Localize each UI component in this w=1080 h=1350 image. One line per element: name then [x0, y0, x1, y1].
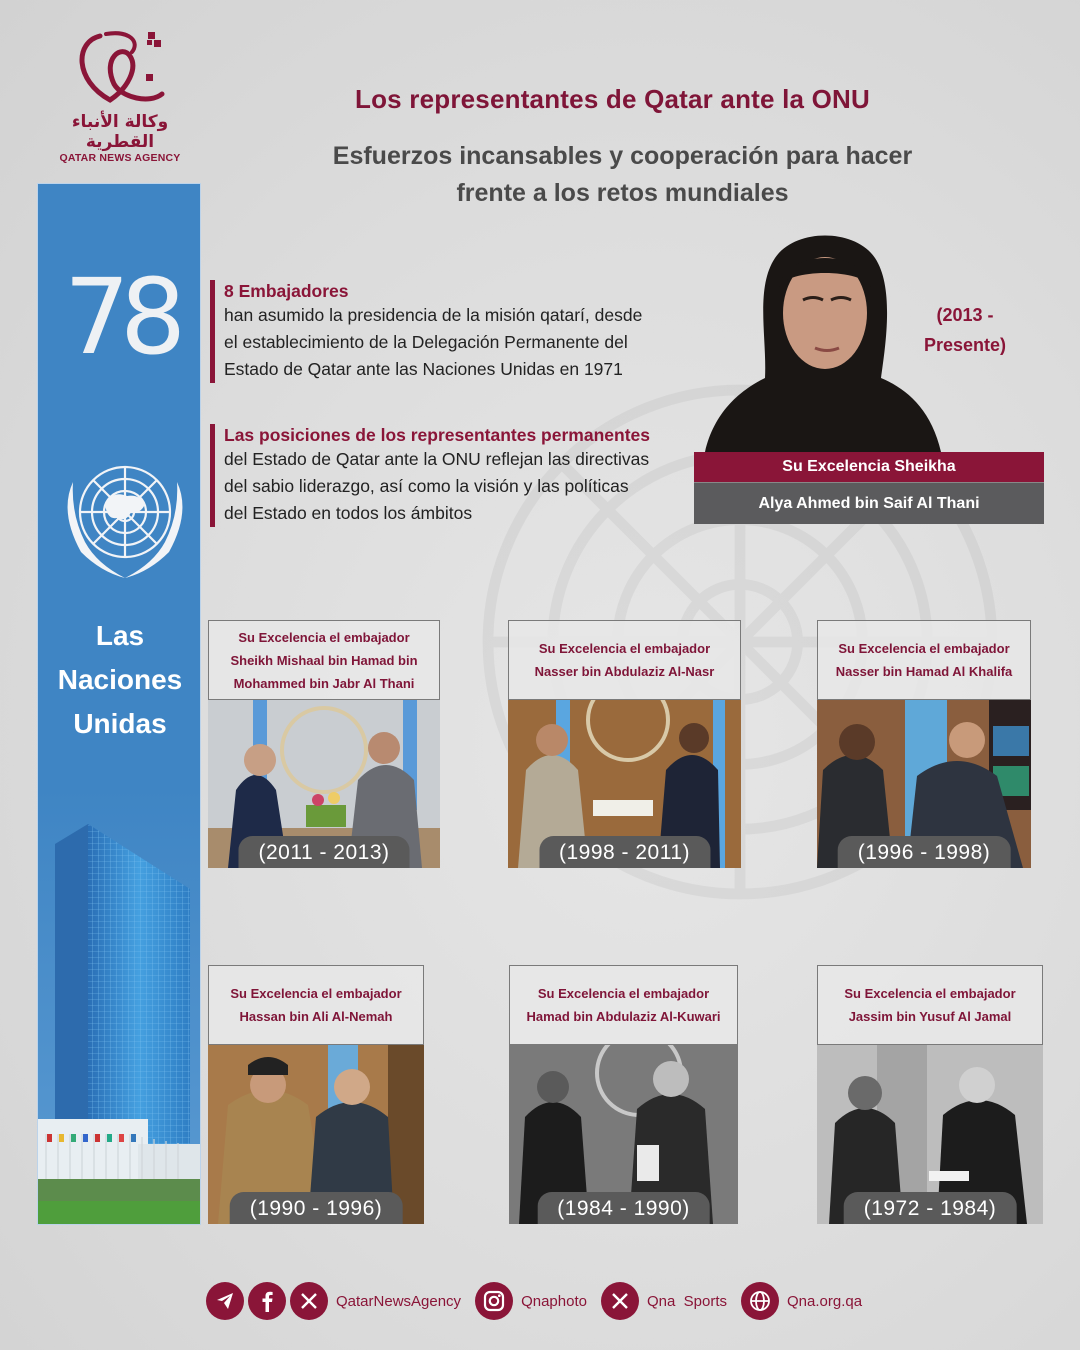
ambassador-term-years: (2011 - 2013) [238, 836, 409, 868]
ambassador-term-years: (1998 - 2011) [539, 836, 710, 868]
ambassador-card [208, 620, 440, 868]
ambassador-title-box [509, 965, 738, 1045]
ambassador-card [817, 965, 1043, 1224]
ambassador-honorific: Su Excelencia el embajador [238, 629, 410, 645]
subtitle-line-1: Esfuerzos incansables y cooperación para hacer [332, 142, 913, 170]
ambassador-name: Nasser bin Abdulaziz Al-Nasr [534, 664, 715, 679]
ambassador-card [509, 965, 738, 1224]
ambassador-name: Jassim bin Yusuf Al Jamal [848, 1009, 1012, 1024]
ambassador-name: Nasser bin Hamad Al Khalifa [835, 664, 1013, 679]
current-representative-namebar [694, 452, 1044, 524]
un-emblem-icon [55, 452, 195, 582]
ambassador-title-box [817, 965, 1043, 1045]
social-handle-qna-sports[interactable]: Qna Sports [646, 1292, 727, 1310]
ambassador-photo [817, 700, 1031, 868]
fact-line: el establecimiento de la Delegación Permanente del [224, 332, 628, 352]
fact-block-ambassadors [210, 280, 690, 383]
un-headquarters-image [38, 789, 201, 1225]
ambassador-card [208, 965, 424, 1224]
ambassador-title-box [208, 620, 440, 700]
ambassador-card [817, 620, 1031, 868]
globe-icon[interactable] [741, 1282, 779, 1320]
fact-line: han asumido la presidencia de la misión qatarí, desde [224, 305, 643, 325]
ambassador-title-box [508, 620, 741, 700]
fact-block-positions [210, 424, 690, 527]
ambassador-name: Hamad bin Abdulaziz Al-Kuwari [526, 1009, 721, 1024]
ambassador-photo [817, 1045, 1043, 1224]
fact-heading: 8 Embajadores [224, 281, 349, 301]
ambassador-name: Sheikh Mishaal bin Hamad bin [230, 652, 418, 668]
ambassador-honorific: Su Excelencia el embajador [538, 641, 711, 656]
instagram-icon[interactable] [475, 1282, 513, 1320]
facebook-icon[interactable] [248, 1282, 286, 1320]
ambassador-card [508, 620, 741, 868]
social-footer [206, 1282, 876, 1320]
x-icon[interactable] [601, 1282, 639, 1320]
fact-line: Estado de Qatar ante las Naciones Unidas en 1971 [224, 359, 623, 379]
un-label [38, 614, 201, 746]
ambassador-photo [208, 1045, 424, 1224]
ambassador-photo [509, 1045, 738, 1224]
social-handle-qatarnewsagency[interactable]: QatarNewsAgency [336, 1292, 462, 1310]
qna-logo-icon [70, 28, 170, 110]
fact-line: del sabio liderazgo, así como la visión y las políticas [224, 476, 629, 496]
un-label-line-3: Unidas [73, 708, 167, 739]
website-link[interactable]: Qna.org.qa [787, 1292, 863, 1310]
ambassador-term-years: (1984 - 1990) [537, 1192, 710, 1224]
years-line-2: Presente) [923, 335, 1007, 355]
fact-heading: Las posiciones de los representantes permanentes [224, 425, 650, 445]
ambassador-photo [208, 700, 440, 868]
subtitle-line-2: frente a los retos mundiales [456, 179, 789, 207]
telegram-icon[interactable] [206, 1282, 244, 1320]
social-handle-qnaphoto[interactable]: Qnaphoto [521, 1292, 587, 1310]
qna-logo [40, 28, 200, 164]
representative-title: Su Excelencia Sheikha [694, 452, 1044, 482]
x-icon[interactable] [290, 1282, 328, 1320]
page-subtitle [240, 138, 1005, 212]
representative-name: Alya Ahmed bin Saif Al Thani [694, 482, 1044, 524]
anniversary-number: 78 [63, 256, 177, 378]
ambassador-term-years: (1972 - 1984) [844, 1192, 1017, 1224]
ambassador-title-box [208, 965, 424, 1045]
un-label-line-2: Naciones [57, 664, 183, 695]
un-sidebar [37, 183, 201, 1225]
ambassador-honorific: Su Excelencia el embajador [537, 986, 710, 1001]
ambassador-name-cont: Mohammed bin Jabr Al Thani [233, 675, 415, 691]
ambassador-name: Hassan bin Ali Al-Nemah [239, 1009, 393, 1024]
years-line-1: (2013 - [936, 305, 994, 325]
fact-line: del Estado en todos los ámbitos [224, 503, 473, 523]
ambassador-photo [508, 700, 741, 868]
current-representative-photo [705, 228, 941, 452]
ambassador-title-box [817, 620, 1031, 700]
ambassador-honorific: Su Excelencia el embajador [844, 986, 1016, 1001]
ambassador-term-years: (1990 - 1996) [230, 1192, 403, 1224]
current-term-years [910, 300, 1020, 360]
ambassador-honorific: Su Excelencia el embajador [230, 986, 402, 1001]
ambassador-honorific: Su Excelencia el embajador [838, 641, 1010, 656]
ambassador-term-years: (1996 - 1998) [838, 836, 1011, 868]
fact-line: del Estado de Qatar ante la ONU reflejan las directivas [224, 449, 650, 469]
logo-english-text: QATAR NEWS AGENCY [59, 152, 181, 164]
page-title: Los representantes de Qatar ante la ONU [355, 84, 870, 114]
un-label-line-1: Las [95, 620, 145, 651]
logo-arabic-text: وكالة الأنباء القطرية [71, 112, 169, 152]
